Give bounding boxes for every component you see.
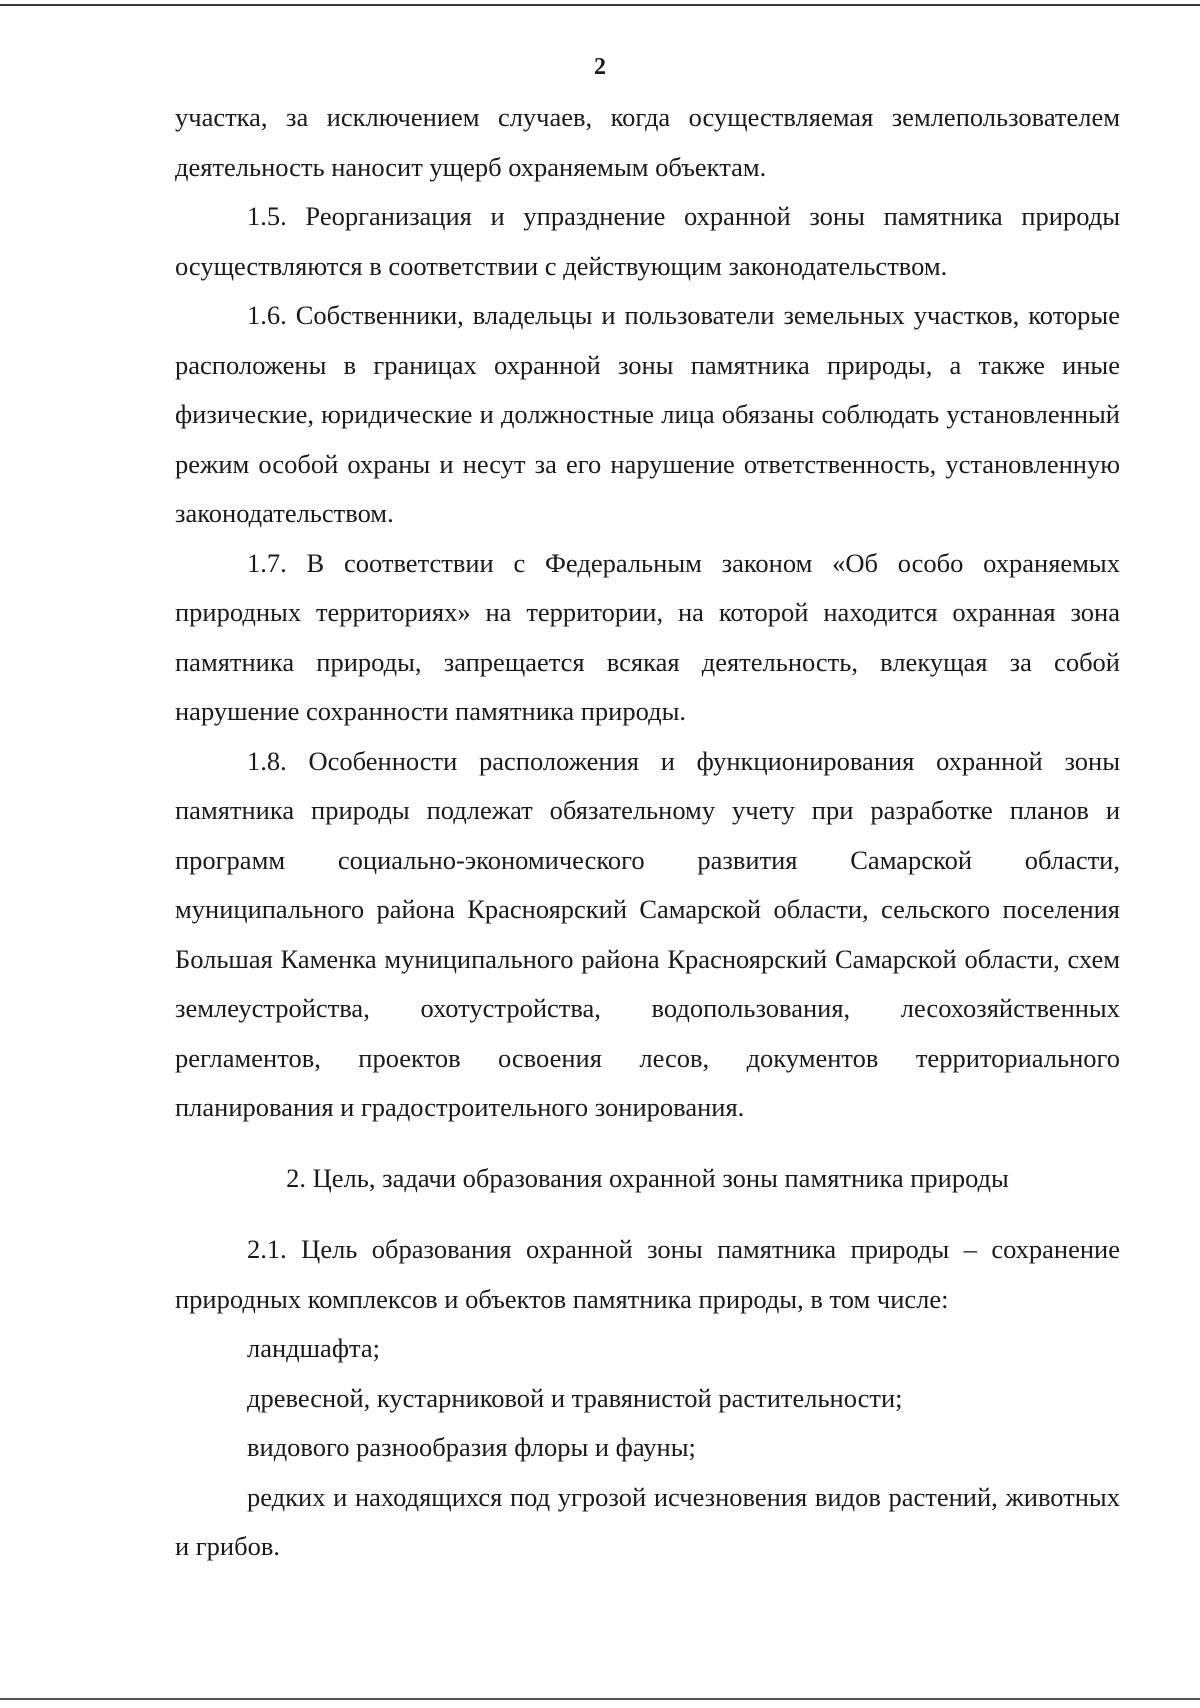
list-item-vegetation: древесной, кустарниковой и травянистой растительности;	[247, 1382, 903, 1413]
section-heading: 2. Цель, задачи образования охранной зоны памятника природы	[286, 1162, 1009, 1193]
list-item-landscape: ландшафта;	[247, 1333, 381, 1363]
document-body	[175, 93, 1120, 1572]
scan-edge-top	[0, 4, 1200, 6]
paragraph-2-1: 2.1. Цель образования охранной зоны памятника природы – сохранение природных комплексов и объектов памятника природы, в том числе:	[175, 1234, 1120, 1314]
page-number: 2	[594, 54, 606, 80]
paragraph-1-6: 1.6. Собственники, владельцы и пользователи земельных участков, которые расположены в границах охранной зоны памятника природы, а также иные физические, юридические и должностные лица обязаны соблюдать установленный режим особой охраны и несут за его нарушение ответственность, установленную законодательством.	[175, 300, 1120, 528]
paragraph-1-7: 1.7. В соответствии с Федеральным законом «Об особо охраняемых природных территориях» на территории, на которой находится охранная зона памятника природы, запрещается всякая деятельность, влекущая за собой нарушение сохранности памятника природы.	[175, 547, 1120, 726]
list-item-rare-species: редких и находящихся под угрозой исчезновения видов растений, животных и грибов.	[175, 1481, 1120, 1561]
paragraph-continuation: участка, за исключением случаев, когда осуществляемая землепользователем деятельность наносит ущерб охраняемым объектам.	[175, 102, 1120, 182]
paragraph-1-8: 1.8. Особенности расположения и функционирования охранной зоны памятника природы подлежат обязательному учету при разработке планов и программ социально-экономического развития Самарской области, муниципального района Красноярский Самарской области, сельского поселения Большая Каменка муниципального района Красноярский Самарской области, схем землеустройства, охотустройства, водопользования, лесохозяйственных регламентов, проектов освоения лесов, документов территориального планирования и градостроительного зонирования.	[175, 745, 1120, 1122]
scan-edge-bottom	[0, 1698, 1200, 1700]
paragraph-1-5: 1.5. Реорганизация и упразднение охранной зоны памятника природы осуществляются в соответствии с действующим законодательством.	[175, 201, 1120, 281]
list-item-biodiversity: видового разнообразия флоры и фауны;	[247, 1432, 696, 1462]
